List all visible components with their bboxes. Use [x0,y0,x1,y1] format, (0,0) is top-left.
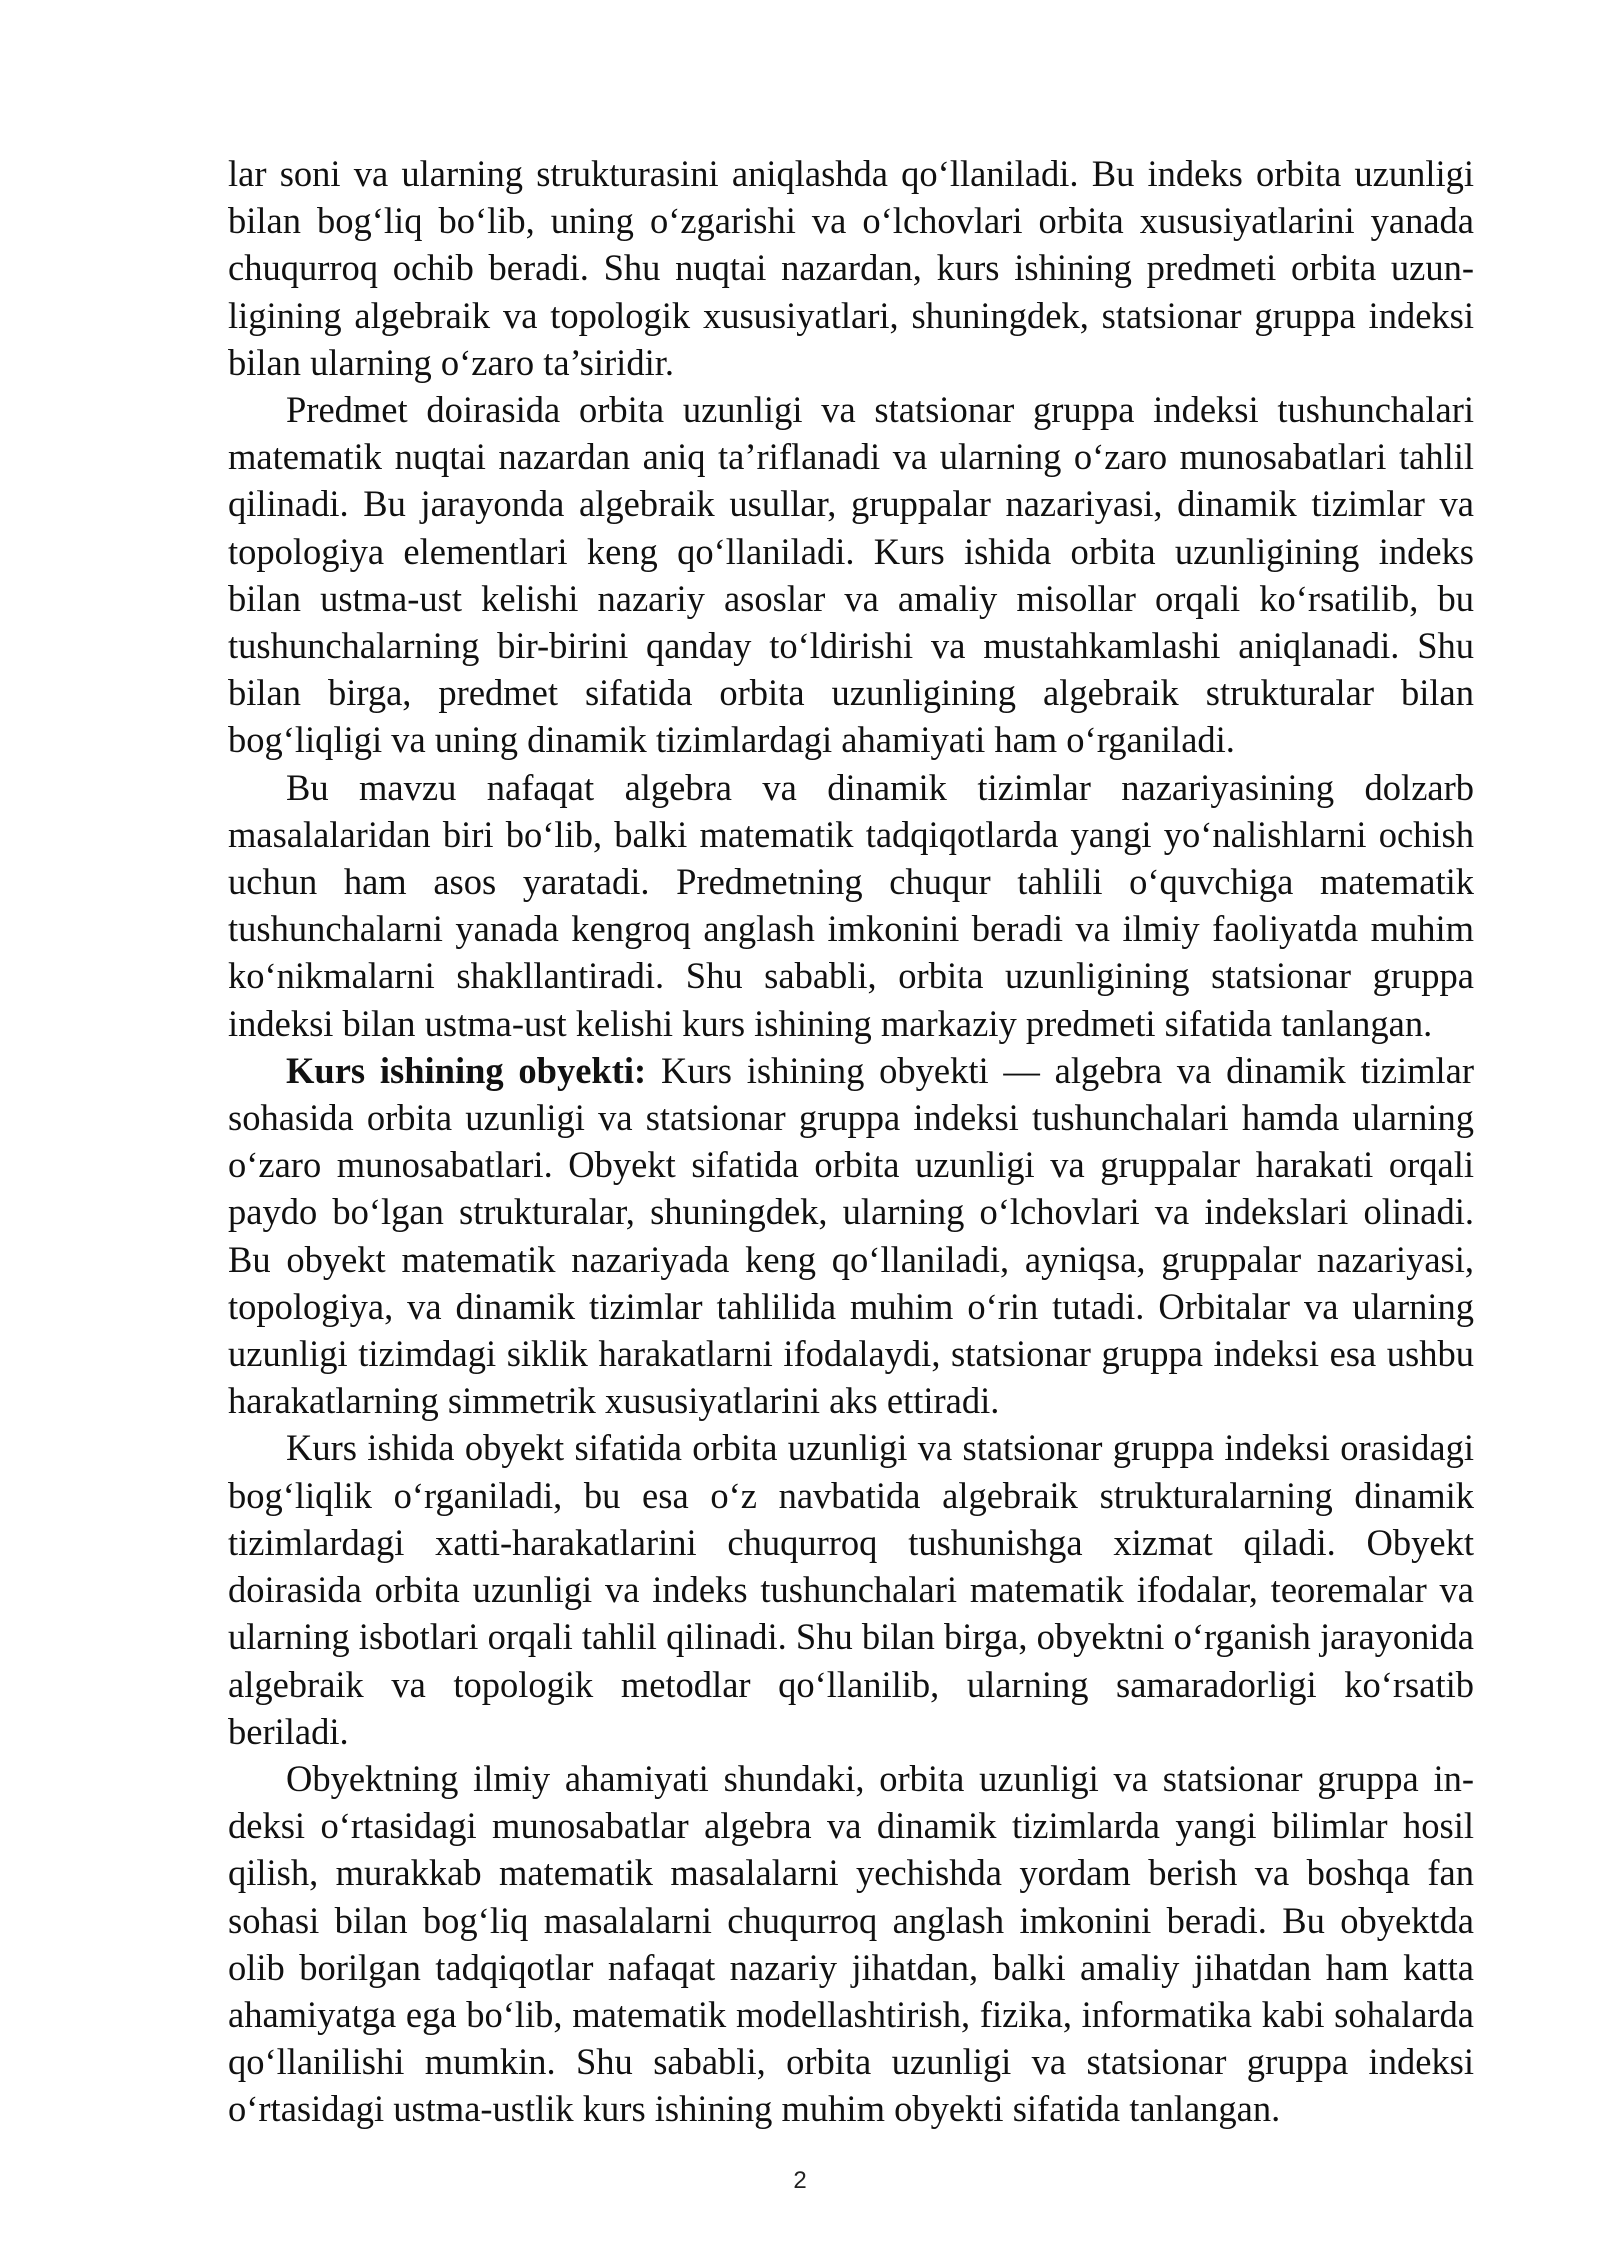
paragraph-scientific-significance: Obyektning ilmiy ahamiyati shundaki, orbita uzunligi va statsionar gruppa indeksi o‘rtasidagi munosabatlar algebra va dinamik tizimlarda yangi bilimlar hosil qilish, murakkab matematik masalalarni yechishda yordam berish va boshqa fan sohasi bilan bog‘liq masalalarni chuqurroq anglash imkonini beradi. Bu obyektda olib borilgan tadqiqotlar nafaqat nazariy jihatdan, balki amaliy jihatdan ham katta ahamiyatga ega bo‘lib, matematik modellashtirish, fizika, informatika kabi sohalarda qo‘llanilishi mumkin. Shu sababli, orbita uzunligi va statsionar gruppa indeksi o‘rtasidagi ustma-ustlik kurs ishining muhim obyekti sifatida tanlangan. [228,1757,1474,2130]
paragraph-object-study: Kurs ishida obyekt sifatida orbita uzunligi va statsionar gruppa indeksi orasidagi bog‘liqlik o‘rganiladi, bu esa o‘z navbatida algebraik strukturalarning dinamik tizimlardagi xatti-harakatlarini chuqurroq tushunishga xizmat qiladi. Obyekt doirasida orbita uzunligi va indeks tushunchalari matematik ifodalar, teoremalar va ularning isbotlari orqali tahlil qilinadi. Shu bilan birga, obyektni o‘rganish jarayonida algebraik va topologik metodlar qo‘llanilib, ularning samaradorligi ko‘rsatib beriladi. [228,1427,1474,1752]
paragraph-course-object-text: Kurs ishining obyekti — algebra va dinamik tizimlar sohasida orbita uzunligi va statsionar gruppa indeksi tushunchalari hamda ularning o‘zaro munosabatlari. Obyekt sifatida orbita uzunligi va gruppalar harakati orqali paydo bo‘lgan strukturalar, shuningdek, ularning o‘lchovlari va indekslari olinadi. Bu obyekt matematik nazariyada keng qo‘llaniladi, ayniqsa, gruppalar nazariyasi, topologiya, va dinamik tizimlar tahlilida muhim o‘rin tutadi. Orbitalar va ularning uzunligi tizimdagi siklik harakatlarni ifodalaydi, statsionar gruppa indeksi esa ushbu harakatlarning simmetrik xususiyatlarini aks ettiradi. [228,1049,1474,1422]
paragraph-course-object [228,1047,1474,1425]
page-number: 2 [793,2167,807,2194]
body-text [228,150,1474,2133]
paragraph-predmet-scope: Predmet doirasida orbita uzunligi va statsionar gruppa indeksi tushunchalari matematik nuqtai nazardan aniq ta’riflanadi va ularning o‘zaro munosabatlari tahlil qilinadi. Bu jarayonda algebraik usullar, gruppalar nazariyasi, dinamik tizimlar va topologiya elementlari keng qo‘llaniladi. Kurs ishida orbita uzunligining indeks bilan ustma-ust kelishi nazariy asoslar va amaliy misollar orqali ko‘rsatilib, bu tushunchalarning bir-birini qanday to‘ldirishi va mustahkamlashi aniqlanadi. Shu bilan birga, predmet sifatida orbita uzunligining algebraik strukturalar bilan bog‘liqligi va uning dinamik tizimlardagi ahamiyati ham o‘rganiladi. [228,389,1474,761]
paragraph-continuation: lar soni va ularning strukturasini aniqlashda qo‘llaniladi. Bu indeks orbita uzunligi bilan bog‘liq bo‘lib, uning o‘zgarishi va o‘lchovlari orbita xususiyatlarini yanada chuqurroq ochib beradi. Shu nuqtai nazardan, kurs ishining predmeti orbita uzunligining algebraik va topologik xususiyatlari, shuningdek, statsionar gruppa indeksi bilan ularning o‘zaro ta’siridir. [228,153,1474,383]
run-in-heading: Kurs ishining obyekti: [286,1049,647,1091]
paragraph-topic-relevance: Bu mavzu nafaqat algebra va dinamik tizimlar nazariyasining dolzarb masalalaridan biri bo‘lib, balki matematik tadqiqotlarda yangi yo‘nalishlarni ochish uchun ham asos yaratadi. Predmetning chuqur tahlili o‘quvchiga matematik tushunchalarni yanada kengroq anglash imkonini beradi va ilmiy faoliyatda muhim ko‘nikmalarni shakllantiradi. Shu sababli, orbita uzunligining statsionar gruppa indeksi bilan ustma-ust kelishi kurs ishining markaziy predmeti sifatida tanlangan. [228,766,1474,1044]
